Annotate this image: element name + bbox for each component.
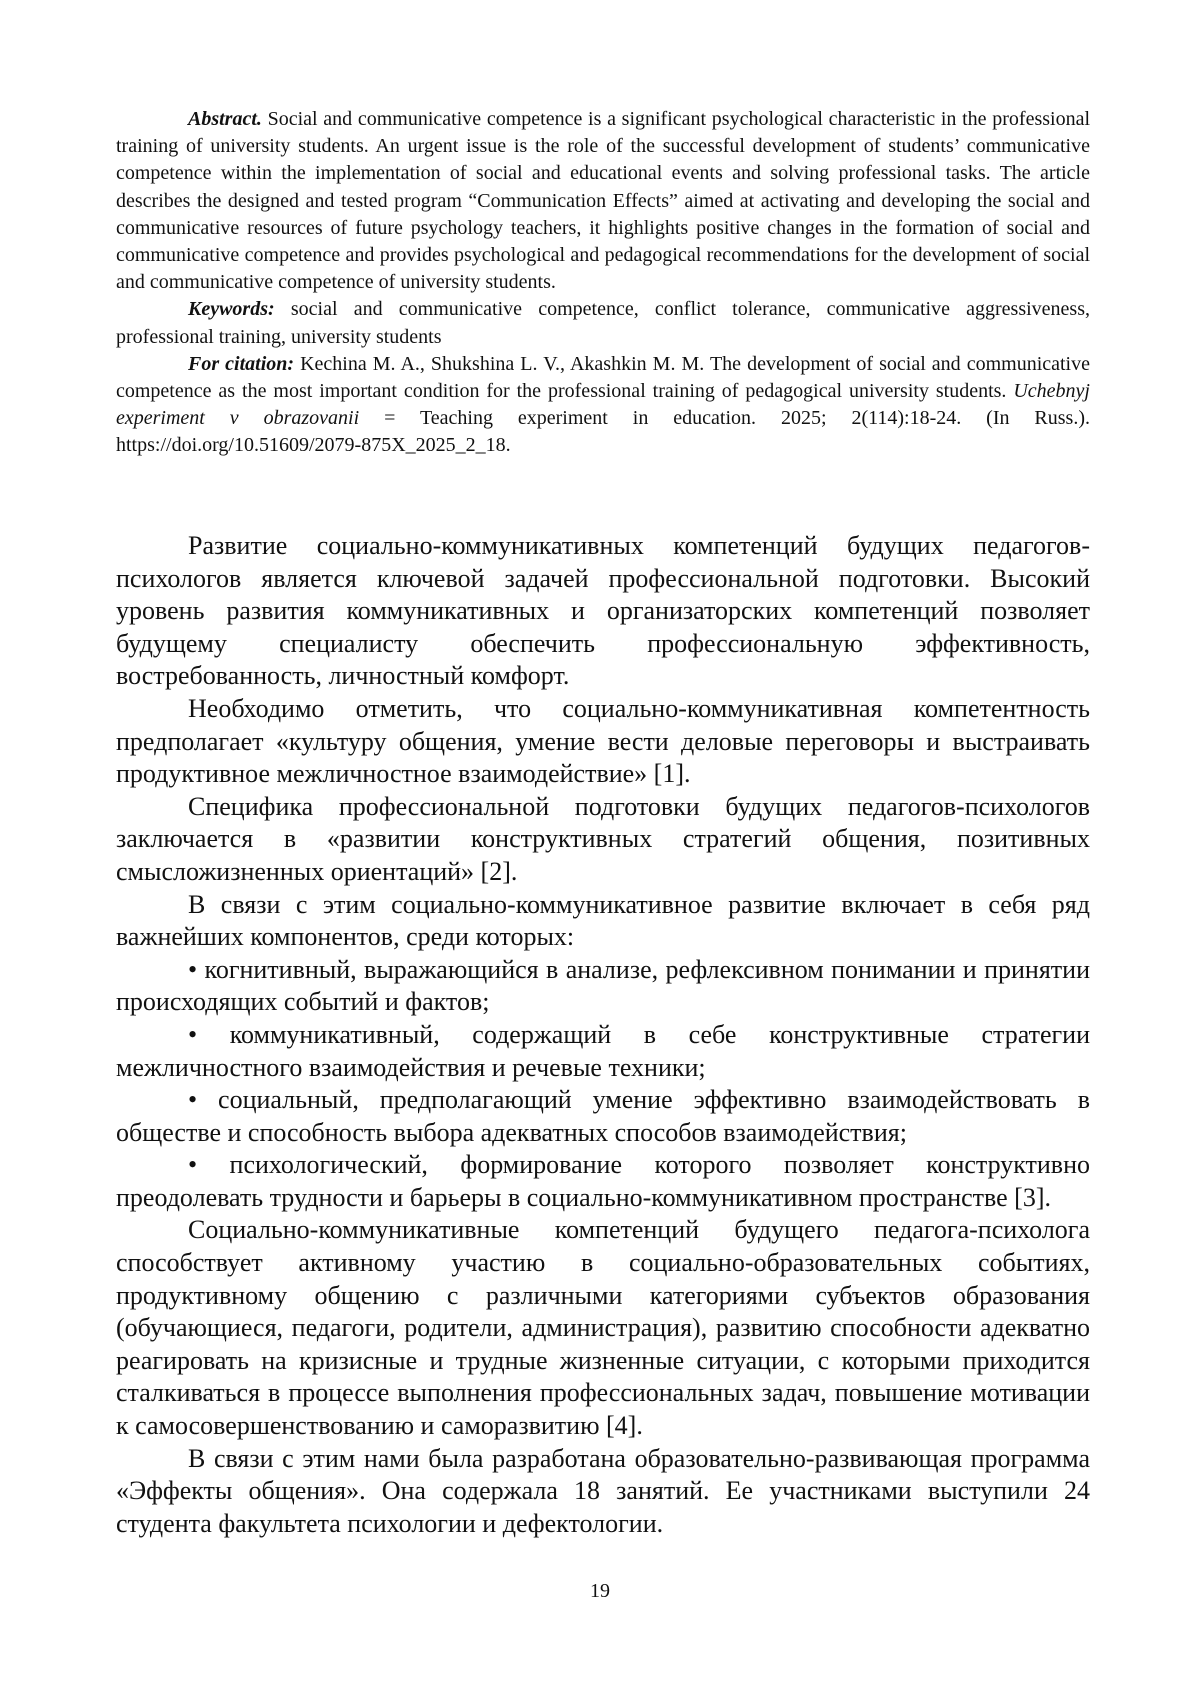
- citation-text: Kechina M. A., Shukshina L. V., Akashkin M. M. The development of social and communicative competence as the most important condition for the professional training of pedagogical university students.: [116, 352, 1090, 403]
- keywords-text: social and communicative competence, conflict tolerance, communicative aggressiveness, professional training, university students: [116, 298, 1090, 348]
- page-number: 19: [590, 1580, 610, 1602]
- body-paragraph: Развитие социально-коммуникативных компетенций будущих педагогов-психологов является ключевой задачей профессиональной подготовки. Высокий уровень развития коммуникативных и организаторских компетенций позволяет будущему специалисту обеспечить профессиональную эффективность, востребованность, личностный комфорт.: [116, 531, 1090, 691]
- keywords-label: Keywords:: [188, 298, 275, 321]
- abstract-paragraph: [116, 106, 1090, 296]
- abstract-label: Abstract.: [188, 108, 262, 130]
- body-paragraph: В связи с этим нами была разработана образовательно-развивающая программа «Эффекты общения». Она содержала 18 занятий. Ее участниками выступили 24 студента факультета психологии и дефектологии.: [116, 1443, 1090, 1538]
- keywords-paragraph: [116, 296, 1090, 350]
- list-item: • коммуникативный, содержащий в себе конструктивные стратегии межличностного взаимодействия и речевые техники;: [116, 1019, 1090, 1082]
- body-text: [116, 530, 1090, 1540]
- citation-text-after: = Teaching experiment in education. 2025; 2(114):18-24. (In Russ.). https://doi.org/10.51609/2079-875X_2025_2_18.: [116, 407, 1090, 457]
- abstract-block: [116, 106, 1090, 460]
- body-paragraph: В связи с этим социально-коммуникативное развитие включает в себя ряд важнейших компонентов, среди которых:: [116, 889, 1090, 952]
- body-paragraph: Специфика профессиональной подготовки будущих педагогов-психологов заключается в «развитии конструктивных стратегий общения, позитивных смысложизненных ориентаций» [2].: [116, 791, 1090, 886]
- citation-label: For citation:: [188, 352, 295, 375]
- list-item: • социальный, предполагающий умение эффективно взаимодействовать в обществе и способность выбора адекватных способов взаимодействия;: [116, 1085, 1090, 1147]
- body-paragraph: Социально-коммуникативные компетенций будущего педагога-психолога способствует активному участию в социально-образовательных событиях, продуктивному общению с различными категориями субъектов образования (обучающиеся, педагоги, родители, администрация), развитию способности адекватно реагировать на кризисные и трудные жизненные ситуации, с которыми приходится сталкиваться в процессе выполнения профессиональных задач, повышение мотивации к самосовершенствованию и саморазвитию [4].: [116, 1215, 1090, 1441]
- citation-journal: Uchebnyj experiment v obrazovanii: [116, 380, 1090, 430]
- abstract-text: Social and communicative competence is a significant psychological characteristic in the professional training of university students. An urgent issue is the role of the successful development of students’ communicative competence within the implementation of social and educational events and solving professional tasks. The article describes the designed and tested program “Communication Effects” aimed at activating and developing the social and communicative resources of future psychology teachers, it highlights positive changes in the formation of social and communicative competence and provides psychological and pedagogical recommendations for the development of social and communicative competence of university students.: [116, 108, 1090, 294]
- citation-paragraph: [116, 351, 1090, 460]
- list-item: • психологический, формирование которого позволяет конструктивно преодолевать трудности и барьеры в социально-коммуникативном пространстве [3].: [116, 1150, 1090, 1212]
- list-item: • когнитивный, выражающийся в анализе, рефлексивном понимании и принятии происходящих событий и фактов;: [116, 954, 1090, 1017]
- body-paragraph: Необходимо отметить, что социально-коммуникативная компетентность предполагает «культуру общения, умение вести деловые переговоры и выстраивать продуктивное межличностное взаимодействие» [1].: [116, 693, 1090, 789]
